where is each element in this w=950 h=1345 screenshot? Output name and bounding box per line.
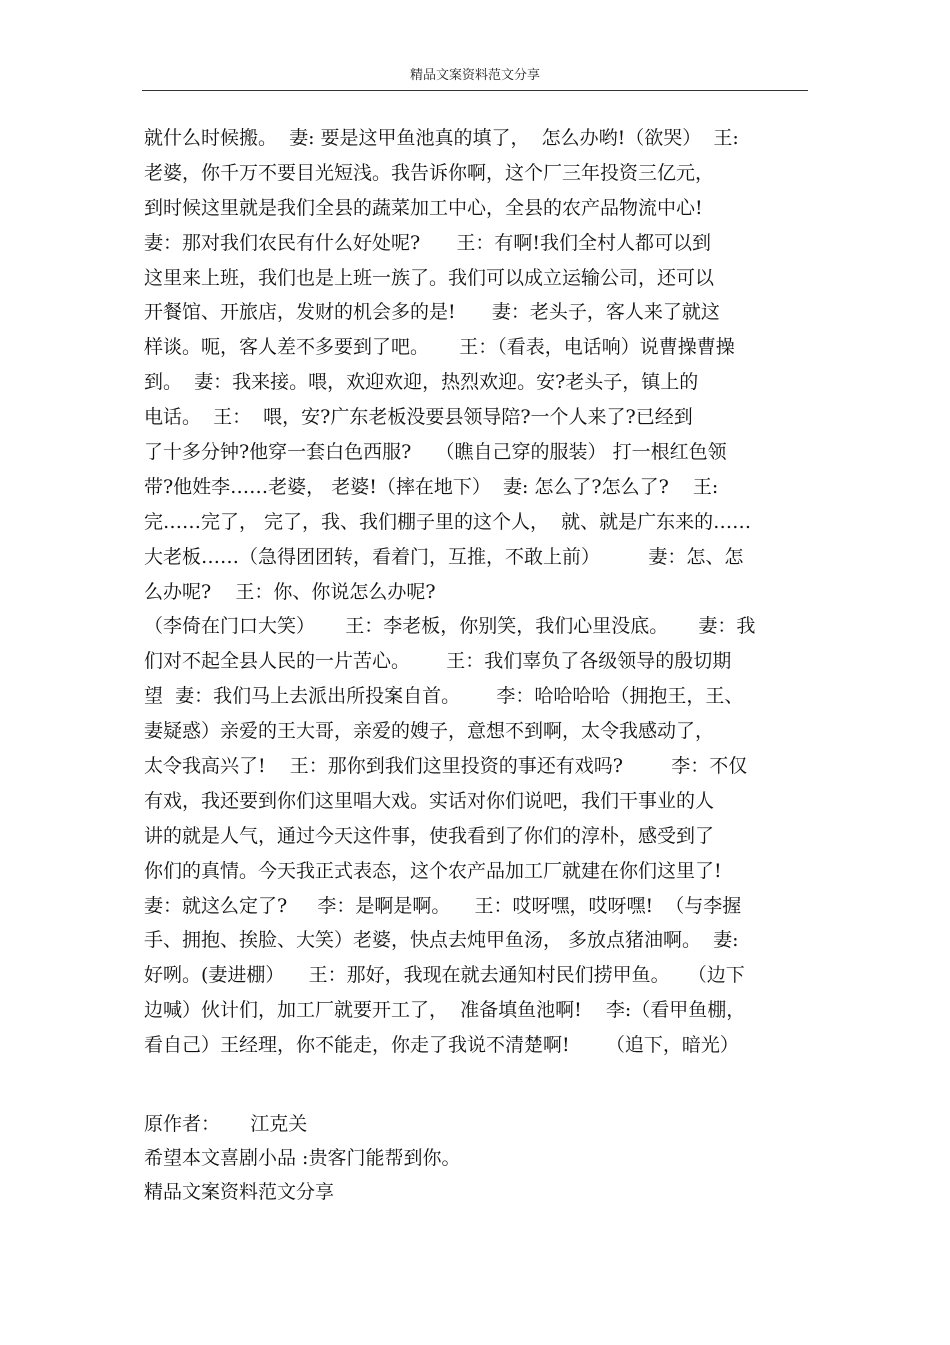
text-line: 好咧。(妻进棚） 王：那好，我现在就去通知村民们捞甲鱼。 （边下 [144, 964, 745, 987]
hope-line: 希望本文喜剧小品 :贵客门能帮到你。 [144, 1147, 461, 1169]
text-line: 开餐馆、开旅店，发财的机会多的是! 妻：老头子，客人来了就这 [144, 301, 720, 324]
text-line: 么办呢? 王：你、你说怎么办呢? [144, 580, 436, 603]
script-body [144, 121, 814, 1063]
page-header: 精品文案资料范文分享 [409, 68, 540, 83]
text-line: 手、拥抱、挨脸、大笑）老婆，快点去炖甲鱼汤， 多放点猪油啊。 妻: [144, 929, 739, 952]
text-line: 这里来上班，我们也是上班一族了。我们可以成立运输公司，还可以 [144, 266, 715, 289]
text-line: 太令我高兴了! 王：那你到我们这里投资的事还有戏吗? 李：不仅 [144, 755, 748, 778]
text-line: （李倚在门口大笑） 王：李老板，你别笑，我们心里没底。 妻：我 [144, 615, 756, 638]
text-line: 边喊）伙计们，加工厂就要开工了， 准备填鱼池啊! 李:（看甲鱼棚， [144, 999, 746, 1022]
text-line: 大老板……（急得团团转，看着门，互推，不敢上前） 妻：怎、怎 [144, 545, 744, 568]
text-line: 们对不起全县人民的一片苦心。 王：我们辜负了各级领导的殷切期 [144, 650, 732, 673]
text-line: 讲的就是人气，通过今天这件事，使我看到了你们的淳朴，感受到了 [144, 824, 715, 847]
text-line: 有戏，我还要到你们这里唱大戏。实话对你们说吧，我们干事业的人 [144, 789, 715, 812]
text-line: 电话。 王： 喂，安?广东老板没要县领导陪?一个人来了?已经到 [144, 406, 693, 429]
share-line: 精品文案资料范文分享 [144, 1181, 335, 1203]
text-line: 就什么时候搬。 妻: 要是这甲鱼池真的填了， 怎么办哟!（欲哭） 王: [144, 127, 739, 149]
document-footer [144, 1107, 814, 1209]
text-line: 看自己）王经理，你不能走，你走了我说不清楚啊! （追下，暗光） [144, 1034, 739, 1057]
text-line: 老婆，你千万不要目光短浅。我告诉你啊，这个厂三年投资三亿元， [144, 161, 715, 184]
text-line: 样谈。呃，客人差不多要到了吧。 王：（看表，电话响）说曹操曹操 [144, 336, 735, 359]
text-line: 到时候这里就是我们全县的蔬菜加工中心，全县的农产品物流中心! [144, 196, 703, 219]
text-line: 到。 妻：我来接。喂，欢迎欢迎，热烈欢迎。安?老头子，镇上的 [144, 371, 699, 394]
text-line: 妻疑惑）亲爱的王大哥，亲爱的嫂子，意想不到啊，太令我感动了， [144, 720, 715, 743]
text-line: 妻：就这么定了? 李：是啊是啊。 王：哎呀嘿，哎呀嘿! （与李握 [144, 894, 742, 917]
text-line: 望 妻：我们马上去派出所投案自首。 李：哈哈哈哈（拥抱王，王、 [144, 685, 744, 708]
text-line: 你们的真情。今天我正式表态，这个农产品加工厂就建在你们这里了! [144, 859, 722, 882]
text-line: 完……完了， 完了，我、我们棚子里的这个人， 就、就是广东来的…… [144, 510, 752, 533]
header-divider [142, 90, 808, 91]
text-line: 带?他姓李……老婆， 老婆!（摔在地下） 妻: 怎么了?怎么了? 王: [144, 475, 719, 498]
author-line: 原作者： 江克关 [144, 1113, 308, 1135]
text-line: 了十多分钟?他穿一套白色西服? （瞧自己穿的服装） 打一根红色领 [144, 441, 727, 464]
text-line: 妻：那对我们农民有什么好处呢? 王：有啊!我们全村人都可以到 [144, 231, 712, 254]
